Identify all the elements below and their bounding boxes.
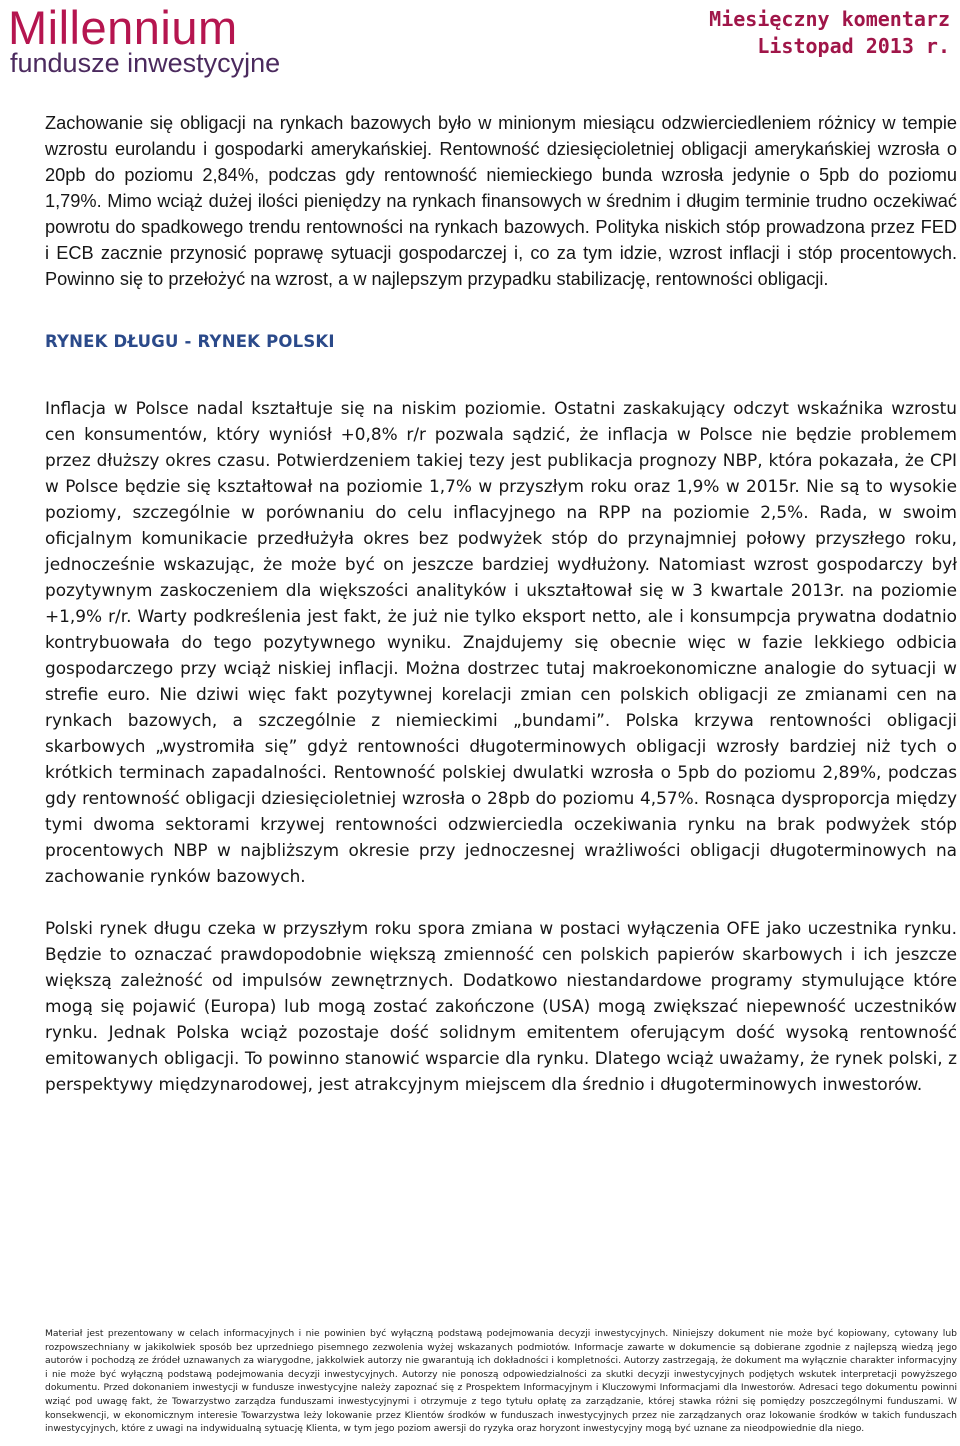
- document-body: [45, 110, 957, 1097]
- logo-main-text: Millennium: [8, 1, 238, 54]
- document-period: Listopad 2013 r.: [757, 34, 950, 58]
- paragraph-polish-inflation: Inflacja w Polsce nadal kształtuje się na niskim poziomie. Ostatni zaskakujący odczyt wskaźnika wzrostu cen konsumentów, który wyniósł +0,8% r/r pozwala sądzić, że inflacja w Polsce nie będzie problemem przez dłuższy okres czasu. Potwierdzeniem takiej tezy jest publikacja prognozy NBP, która pokazała, że CPI w Polsce będzie się kształtował na poziomie 1,7% w przyszłym roku oraz 1,9% w 2015r. Nie są to wysokie poziomy, szczególnie w porównaniu do celu inflacyjnego na RPP na poziomie 2,5%. Rada, w swoim oficjalnym komunikacie przedłużyła okres bez podwyżek stóp do przynajmniej połowy przyszłego roku, jednocześnie wskazując, że może być on jeszcze bardziej wydłużony. Natomiast wzrost gospodarczy był pozytywnym zaskoczeniem dla większości analityków i ukształtował się w 3 kwartale 2013r. na poziomie +1,9% r/r. Warty podkreślenia jest fakt, że już nie tylko eksport netto, ale i konsumpcja prywatna dodatnio kontrybuowała do tego pozytywnego wyniku. Znajdujemy się obecnie więc w fazie lekkiego odbicia gospodarczego przy wciąż niskiej inflacji. Można dostrzec tutaj makroekonomiczne analogie do sytuacji w strefie euro. Nie dziwi więc fakt pozytywnej korelacji zmian cen polskich obligacji ze zmianami cen na rynkach bazowych, a szczególnie z niemieckimi „bundami”. Polska krzywa rentowności obligacji skarbowych „wystromiła się” gdyż rentowności długoterminowych obligacji wzrosły bardziej niż tych o krótkich terminach zapadalności. Rentowność polskiej dwulatki wzrosła o 5pb do poziomu 2,89%, podczas gdy rentowność obligacji dziesięcioletniej wzrosła o 28pb do poziomu 4,57%. Rosnąca dysproporcja między tymi dwoma sektorami krzywej rentowności odzwierciedla oczekiwania rynku na brak podwyżek stóp procentowych NBP w najbliższym okresie przy jednoczesnej wrażliwości obligacji długoterminowych na zachowanie rynków bazowych.: [45, 398, 957, 886]
- document-type: Miesięczny komentarz: [709, 7, 950, 31]
- paragraph-base-markets: Zachowanie się obligacji na rynkach bazowych było w minionym miesiącu odzwierciedleniem różnicy w tempie wzrostu eurolandu i gospodarki amerykańskiej. Rentowność dziesięcioletniej obligacji amerykańskiej wzrosła o 20pb do poziomu 2,84%, podczas gdy rentowność niemieckiego bunda wzrosła jedynie o 5pb do poziomu 1,79%. Mimo wciąż dużej ilości pieniędzy na rynkach finansowych w średnim i długim terminie trudno oczekiwać powrotu do spadkowego trendu rentowności na rynkach bazowych. Polityka niskich stóp prowadzona przez FED i ECB zacznie przynosić poprawę sytuacji gospodarczej i, co za tym idzie, wzrost inflacji i stóp procentowych. Powinno się to przełożyć na wzrost, a w najlepszym przypadku stabilizację, rentowności obligacji.: [45, 113, 957, 289]
- footer-disclaimer: Materiał jest prezentowany w celach informacyjnych i nie powinien być wyłączną podstawą podejmowania decyzji inwestycyjnych. Niniejszy dokument nie może być kopiowany, cytowany lub rozpowszechniany w jakikolwiek sposób bez uprzedniego pisemnego zezwolenia wyżej wskazanych podmiotów. Informacje zawarte w dokumencie są dobierane zgodnie z najlepszą wiedzą jego autorów i pochodzą ze źródeł uznawanych za wiarygodne, jakkolwiek autorzy nie gwarantują ich dokładności i kompletności. Autorzy zastrzegają, że dokument ma wyłącznie charakter informacyjny i nie może być wyłączną podstawą podejmowania decyzji inwestycyjnych. Autorzy nie ponoszą odpowiedzialności za skutki decyzji inwestycyjnych podjętych wskutek interpretacji powyższego dokumentu. Przed dokonaniem inwestycji w fundusze inwestycyjne należy zapoznać się z Prospektem Informacyjnym i Kluczowymi Informacjami dla Inwestorów. Adresaci tego dokumentu powinni wziąć pod uwagę fakt, że Towarzystwo zarządza funduszami inwestycyjnymi i otrzymuje z tego tytułu opłatę za zarządzanie, której stawka różni się pomiędzy poszczególnymi funduszami. W konsekwencji, w ekonomicznym interesie Towarzystwa leży lokowanie przez Klientów środków w funduszach inwestycyjnych przez nie zarządzanych oraz lokowanie środków w takich funduszach inwestycyjnych, które z uwagi na indywidualną sytuację Klienta, w tym jego poziom awersji do ryzyka oraz horyzont inwestycyjny mogą być uznane za nieodpowiednie dla niego.: [45, 1328, 957, 1435]
- document-header: [709, 6, 950, 60]
- millennium-logo: [8, 2, 338, 82]
- section-title: RYNEK DŁUGU - RYNEK POLSKI: [45, 332, 335, 351]
- logo-sub-text: fundusze inwestycyjne: [10, 48, 281, 78]
- paragraph-polish-debt-market: Polski rynek długu czeka w przyszłym roku spora zmiana w postaci wyłączenia OFE jako uczestnika rynku. Będzie to oznaczać prawdopodobnie większą zmienność cen polskich papierów skarbowych i ich jeszcze większą zależność od impulsów zewnętrznych. Dodatkowo niestandardowe programy stymulujące które mogą się pojawić (Europa) lub mogą zostać zakończone (USA) mogą zwiększać niepewność uczestników rynku. Jednak Polska wciąż pozostaje dość solidnym emitentem oferującym dość wysoką rentowność emitowanych obligacji. To powinno stanowić wsparcie dla rynku. Dlatego wciąż uważamy, że rynek polski, z perspektywy międzynarodowej, jest atrakcyjnym miejscem dla średnio i długoterminowych inwestorów.: [45, 918, 957, 1094]
